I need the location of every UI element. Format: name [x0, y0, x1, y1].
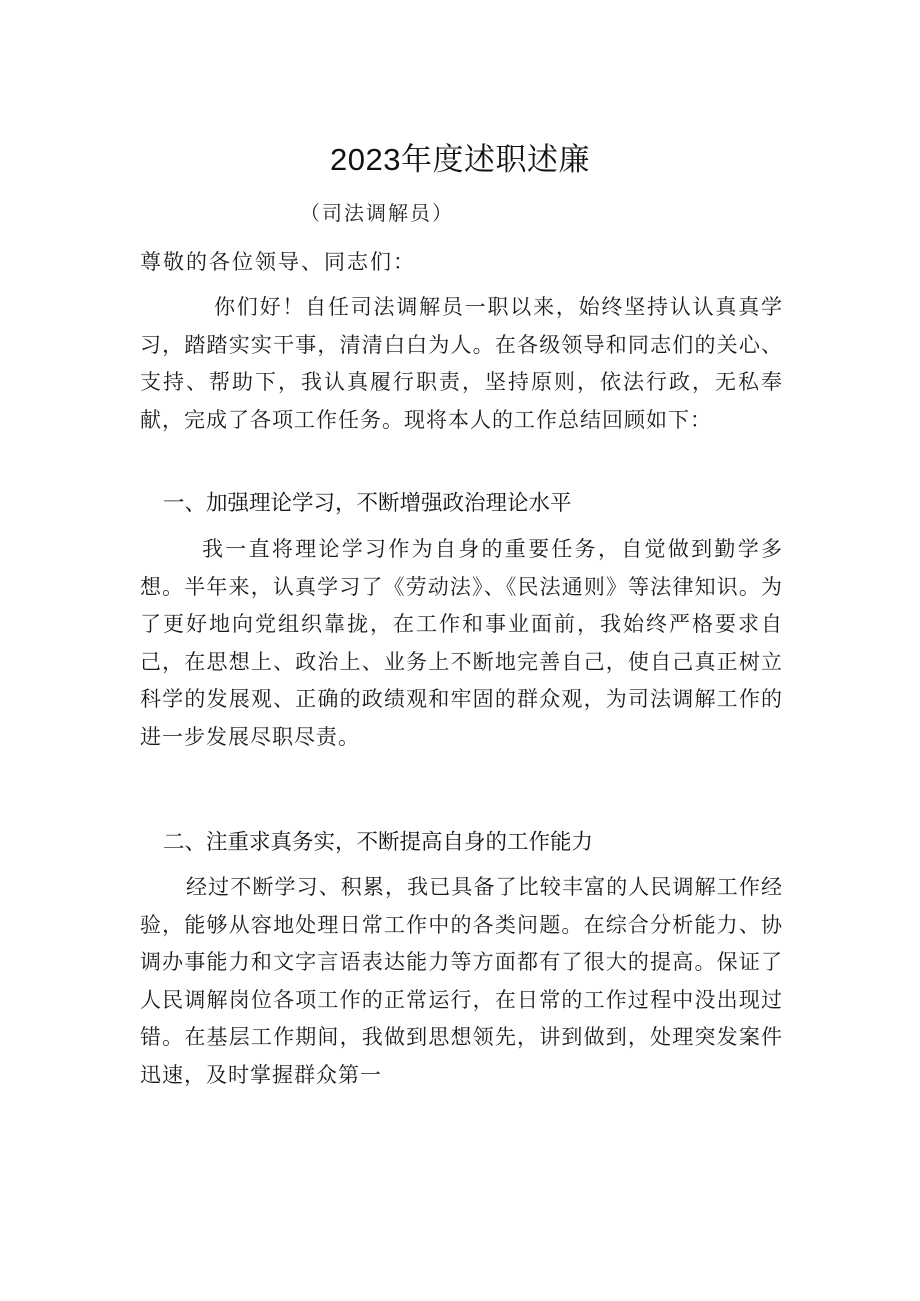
document-title: 2023年度述职述廉	[330, 142, 590, 177]
salutation: 尊敬的各位领导、同志们：	[140, 250, 416, 274]
section-2-paragraph: 经过不断学习、积累，我已具备了比较丰富的人民调解工作经验，能够从容地处理日常工作中的各类问题。在综合分析能力、协调办事能力和文字言语表达能力等方面都有了很大的提高。保证了人民调解岗位各项工作的正常运行，在日常的工作过程中没出现过错。在基层工作期间，我做到思想领先，讲到做到，处理突发案件迅速，及时掌握群众第一	[140, 875, 783, 1087]
section-1-paragraph: 我一直将理论学习作为自身的重要任务，自觉做到勤学多想。半年来，认真学习了《劳动法》、《民法通则》等法律知识。为了更好地向党组织靠拢，在工作和事业面前，我始终严格要求自己，在思想上、政治上、业务上不断地完善自己，使自己真正树立科学的发展观、正确的政绩观和牢固的群众观，为司法调解工作的进一步发展尽职尽责。	[140, 537, 783, 749]
intro-paragraph: 你们好！自任司法调解员一职以来，始终坚持认认真真学习，踏踏实实干事，清清白白为人。在各级领导和同志们的关心、支持、帮助下，我认真履行职责，坚持原则，依法行政，无私奉献，完成了各项工作任务。现将本人的工作总结回顾如下：	[140, 295, 783, 432]
section-heading-2: 二、注重求真务实，不断提高自身的工作能力	[163, 830, 594, 854]
document-subtitle: （司法调解员）	[300, 201, 454, 225]
section-heading-1: 一、加强理论学习，不断增强政治理论水平	[163, 491, 572, 515]
